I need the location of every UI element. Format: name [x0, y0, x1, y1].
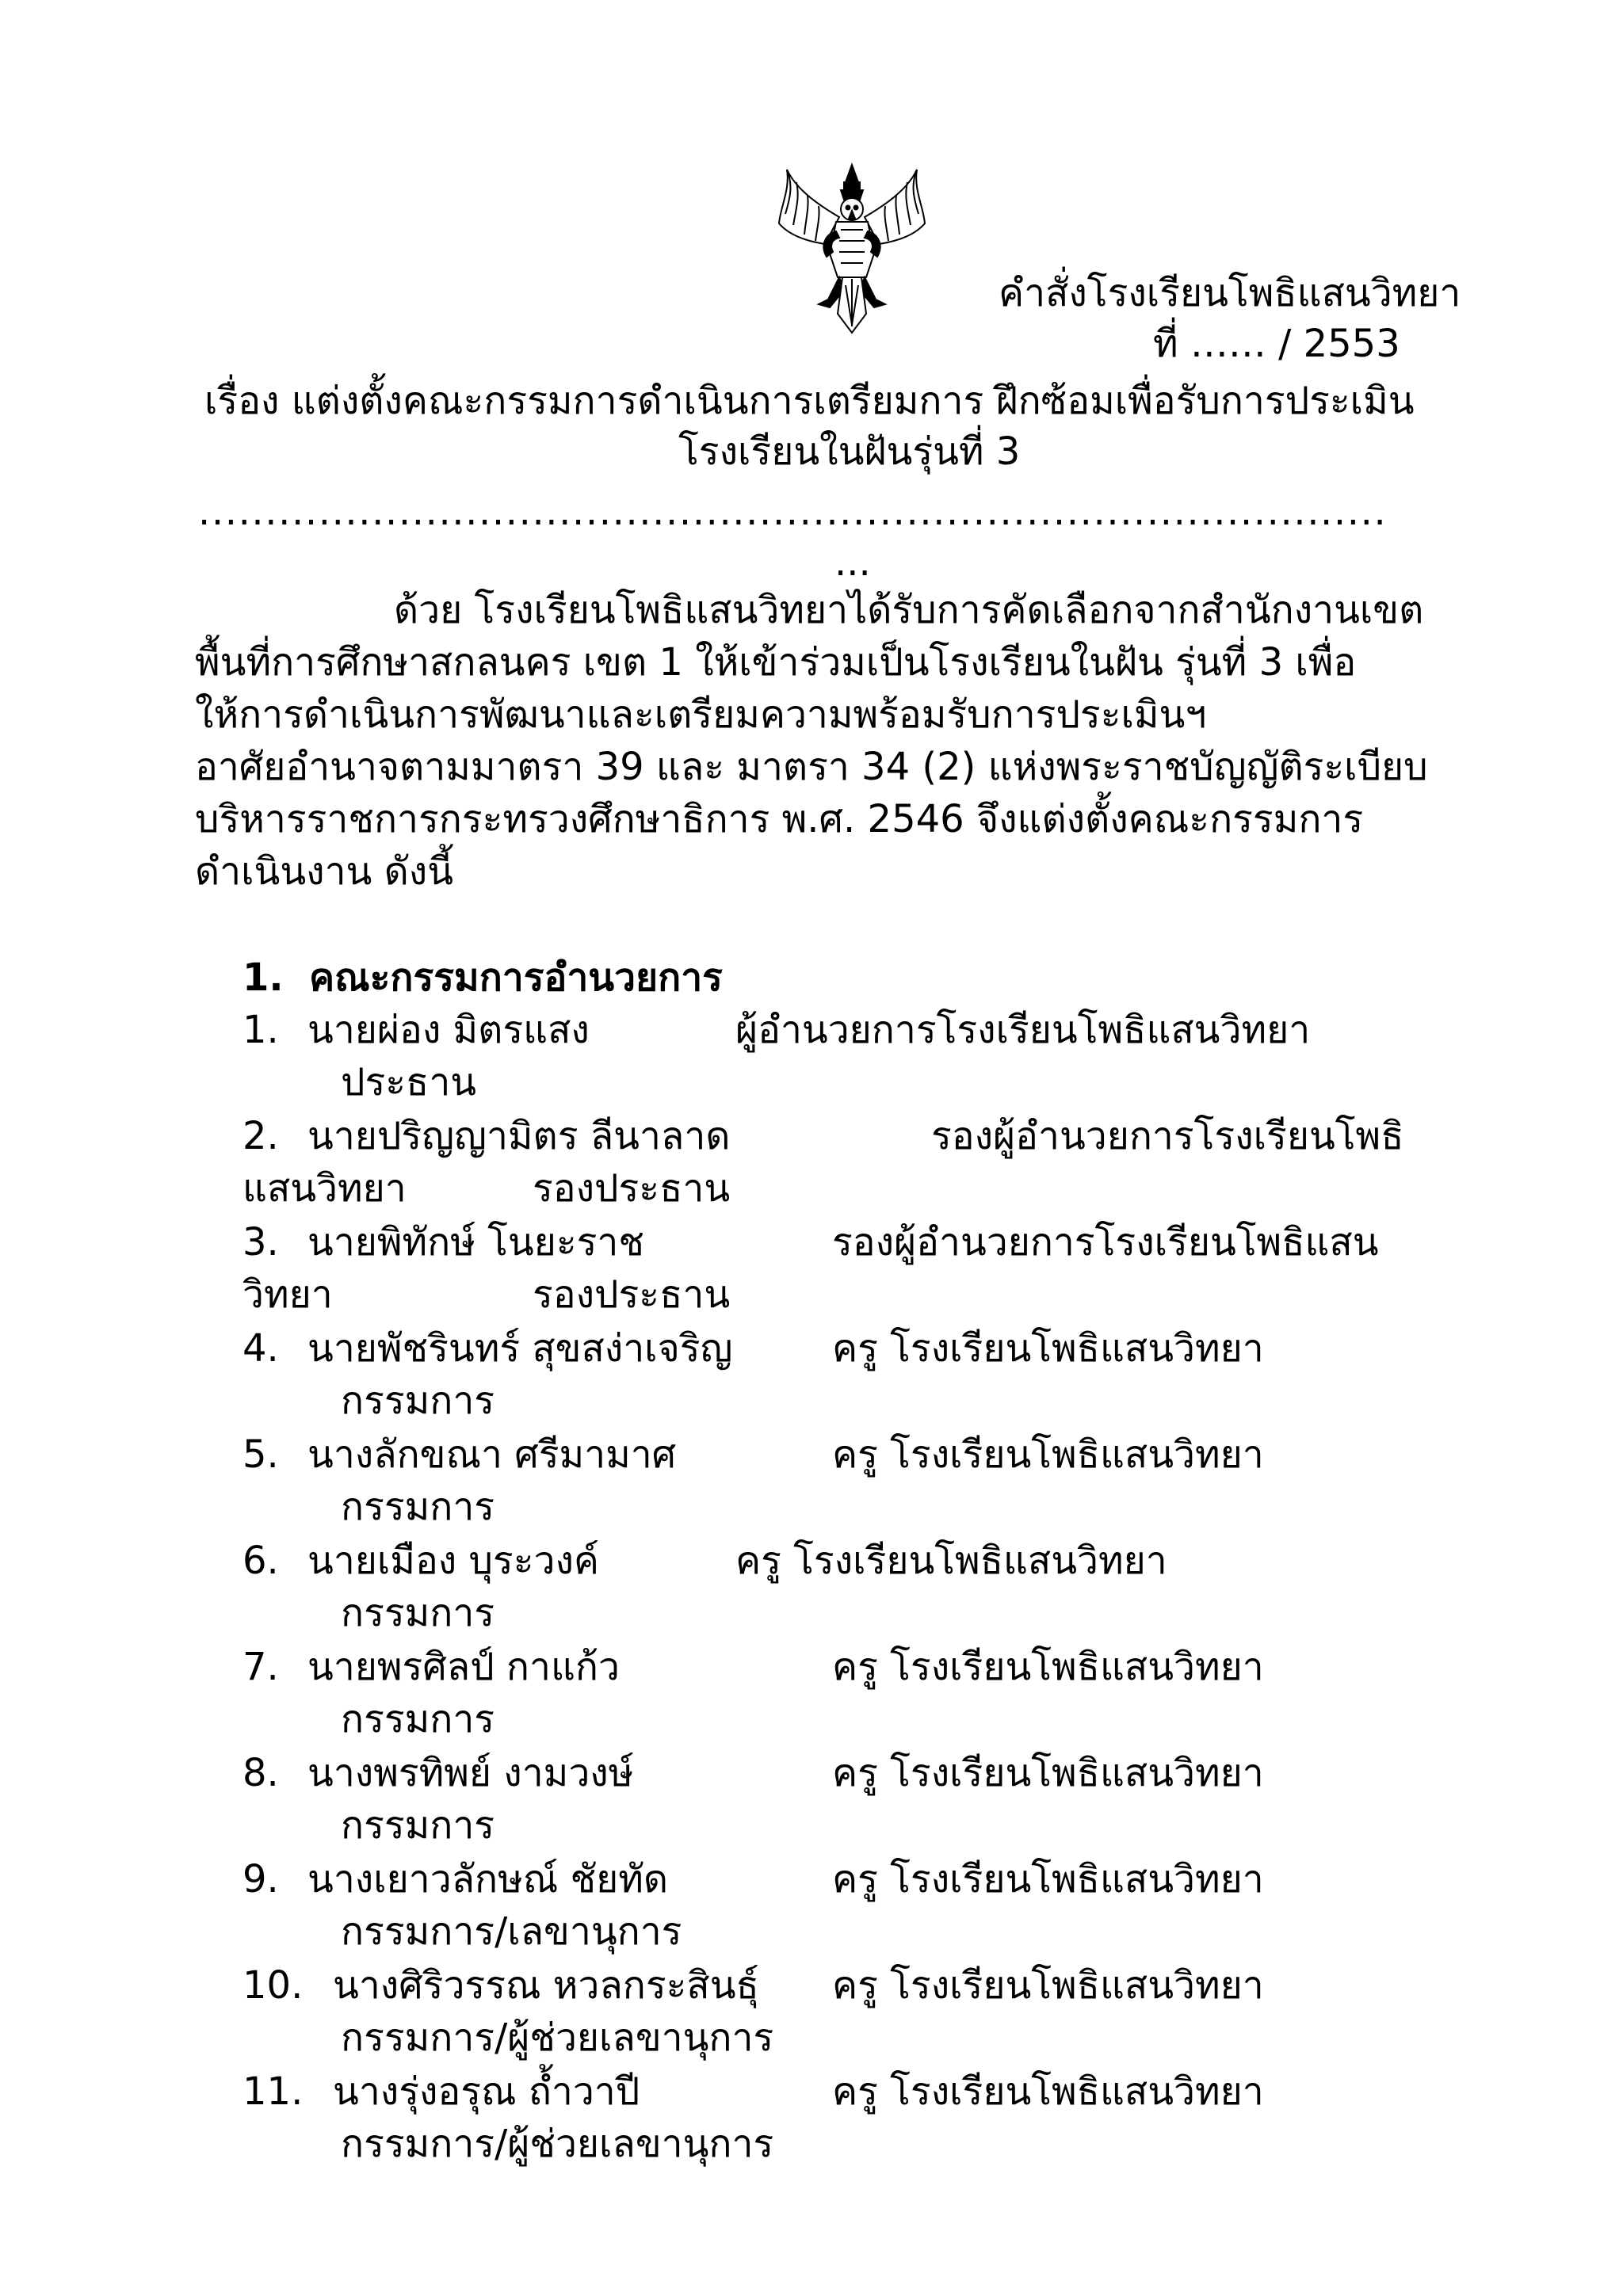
dotted-separator: .........................................................................................	[198, 490, 1388, 534]
member-number: 2.	[242, 1114, 279, 1158]
member-row	[0, 1428, 1623, 1482]
member-position: ครู โรงเรียนโพธิแสนวิทยา	[832, 1857, 1264, 1901]
member-position: ครู โรงเรียนโพธิแสนวิทยา	[832, 1432, 1264, 1477]
member-position-cont: วิทยา	[242, 1272, 333, 1317]
member-row	[0, 1003, 1623, 1057]
member-role-row	[0, 1161, 1623, 1215]
member-role-row	[0, 1055, 1623, 1109]
dotted-separator-tail: ...	[834, 540, 871, 585]
member-number: 9.	[242, 1857, 279, 1901]
member-role-row	[0, 2117, 1623, 2171]
member-row	[0, 1640, 1623, 1694]
member-name: นางพรทิพย์ งามวงษ์	[307, 1751, 634, 1795]
member-number: 6.	[242, 1539, 279, 1583]
member-position: ครู โรงเรียนโพธิแสนวิทยา	[832, 1963, 1264, 2008]
paragraph-line: บริหารราชการกระทรวงศึกษาธิการ พ.ศ. 2546 จึงแต่งตั้งคณะกรรมการ	[195, 797, 1364, 841]
member-row	[0, 1534, 1623, 1588]
member-number: 8.	[242, 1751, 279, 1795]
member-row	[0, 1322, 1623, 1375]
member-position: ครู โรงเรียนโพธิแสนวิทยา	[735, 1539, 1167, 1583]
paragraph-line: ด้วย โรงเรียนโพธิแสนวิทยาได้รับการคัดเลือกจากสำนักงานเขต	[394, 588, 1424, 632]
member-position: รองผู้อำนวยการโรงเรียนโพธิแสน	[832, 1220, 1379, 1264]
member-position-cont: แสนวิทยา	[242, 1166, 407, 1211]
paragraph-line: อาศัยอำนาจตามมาตรา 39 และ มาตรา 34 (2) แห่งพระราชบัญญัติระเบียบ	[195, 745, 1428, 789]
member-role: กรรมการ/เลขานุการ	[341, 1909, 682, 1954]
garuda-emblem	[773, 158, 931, 337]
member-number: 7.	[242, 1645, 279, 1689]
section-number: 1.	[242, 955, 284, 1000]
member-role: กรรมการ	[341, 1697, 495, 1741]
member-role: กรรมการ	[341, 1485, 495, 1529]
member-position: รองผู้อำนวยการโรงเรียนโพธิ	[931, 1114, 1404, 1158]
member-name: นายเมือง บุระวงค์	[307, 1539, 599, 1583]
member-role: ประธาน	[341, 1060, 477, 1104]
member-role-row	[0, 1692, 1623, 1746]
member-number: 11.	[242, 2069, 304, 2114]
member-role: รองประธาน	[533, 1166, 731, 1211]
member-row	[0, 1746, 1623, 1800]
member-name: นางเยาวลักษณ์ ชัยทัด	[307, 1857, 669, 1901]
member-row	[0, 2065, 1623, 2119]
member-role: กรรมการ	[341, 1803, 495, 1848]
member-position: ครู โรงเรียนโพธิแสนวิทยา	[832, 1751, 1264, 1795]
paragraph-line: พื้นที่การศึกษาสกลนคร เขต 1 ให้เข้าร่วมเป็นโรงเรียนในฝัน รุ่นที่ 3 เพื่อ	[195, 640, 1357, 685]
member-role: รองประธาน	[533, 1272, 731, 1317]
member-name: นางรุ่งอรุณ ถ้ำวาปี	[333, 2069, 640, 2114]
member-number: 3.	[242, 1220, 279, 1264]
member-name: นายพัชรินทร์ สุขสง่าเจริญ	[307, 1326, 733, 1371]
order-title: คำสั่งโรงเรียนโพธิแสนวิทยา	[999, 271, 1461, 315]
member-role-row	[0, 1586, 1623, 1640]
member-role-row	[0, 1480, 1623, 1534]
paragraph-line: ให้การดำเนินการพัฒนาและเตรียมความพร้อมรับการประเมินฯ	[195, 692, 1207, 737]
member-role-row	[0, 2011, 1623, 2065]
member-row	[0, 1852, 1623, 1906]
member-name: นายผ่อง มิตรแสง	[307, 1008, 590, 1052]
member-row	[0, 1958, 1623, 2012]
subject-line-2: โรงเรียนในฝันรุ่นที่ 3	[678, 429, 1021, 474]
member-role-row	[0, 1905, 1623, 1958]
member-row	[0, 1109, 1623, 1163]
order-number: ที่ …… / 2553	[1153, 322, 1400, 366]
member-number: 4.	[242, 1326, 279, 1371]
section-title: คณะกรรมการอำนวยการ	[309, 955, 723, 1000]
subject-line-1: เรื่อง แต่งตั้งคณะกรรมการดำเนินการเตรียมการ ฝึกซ้อมเพื่อรับการประเมิน	[204, 379, 1415, 423]
member-role: กรรมการ/ผู้ช่วยเลขานุการ	[341, 2122, 774, 2166]
paragraph-line: ดำเนินงาน ดังนี้	[195, 849, 454, 894]
member-number: 10.	[242, 1963, 304, 2008]
member-row	[0, 1215, 1623, 1269]
member-role: กรรมการ	[341, 1591, 495, 1635]
member-position: ครู โรงเรียนโพธิแสนวิทยา	[832, 2069, 1264, 2114]
member-name: นางลักขณา ศรีมามาศ	[307, 1432, 677, 1477]
member-name: นายพิทักษ์ โนยะราช	[307, 1220, 644, 1264]
member-role: กรรมการ	[341, 1379, 495, 1423]
member-role-row	[0, 1374, 1623, 1428]
member-position: ครู โรงเรียนโพธิแสนวิทยา	[832, 1326, 1264, 1371]
member-role-row	[0, 1798, 1623, 1852]
member-name: นางศิริวรรณ หวลกระสินธุ์	[333, 1963, 759, 2008]
member-position: ผู้อำนวยการโรงเรียนโพธิแสนวิทยา	[735, 1008, 1311, 1052]
member-role: กรรมการ/ผู้ช่วยเลขานุการ	[341, 2016, 774, 2060]
member-role-row	[0, 1268, 1623, 1322]
member-name: นายปริญญามิตร ลีนาลาด	[307, 1114, 731, 1158]
member-number: 5.	[242, 1432, 279, 1477]
member-name: นายพรศิลป์ กาแก้ว	[307, 1645, 620, 1689]
member-number: 1.	[242, 1008, 279, 1052]
member-position: ครู โรงเรียนโพธิแสนวิทยา	[832, 1645, 1264, 1689]
